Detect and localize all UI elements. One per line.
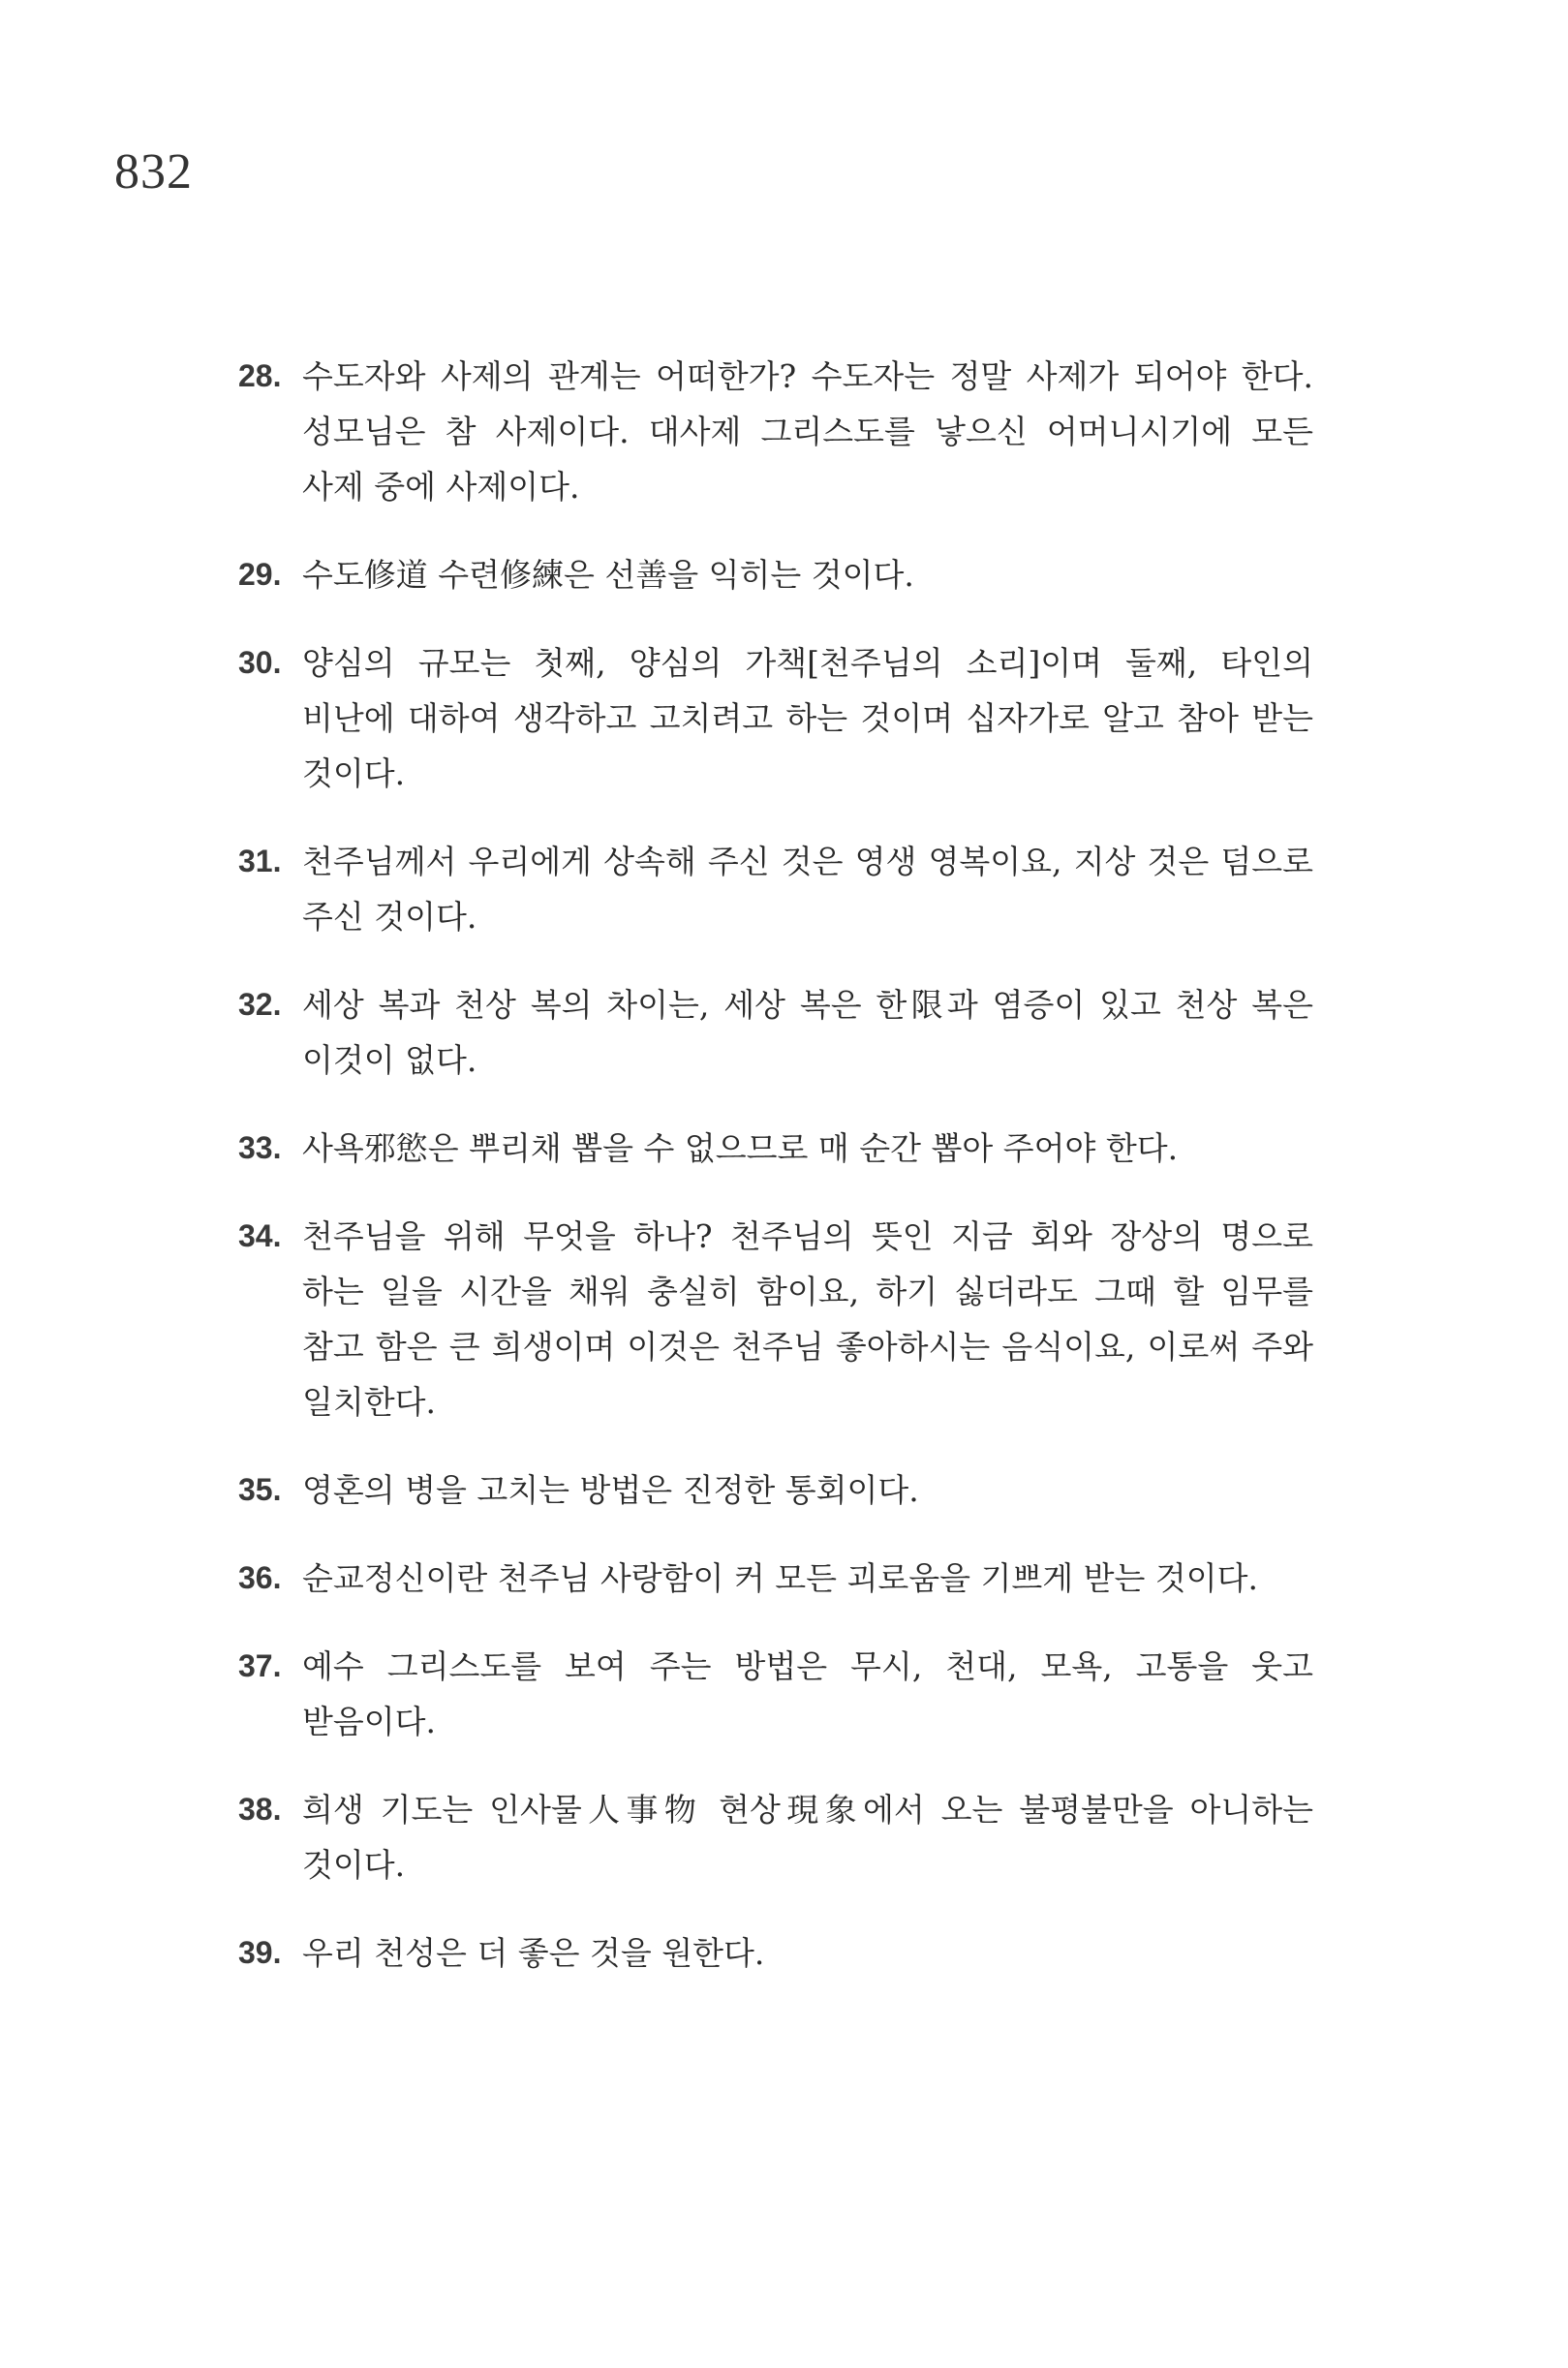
- list-item-38: [238, 1782, 1313, 1892]
- numbered-item-list: [238, 349, 1313, 2014]
- item-number: 29.: [238, 557, 282, 592]
- item-text: 천주님께서 우리에게 상속해 주신 것은 영생 영복이요, 지상 것은 덤으로 주신 것이다.: [302, 843, 1313, 936]
- item-text: 영혼의 병을 고치는 방법은 진정한 통회이다.: [302, 1471, 919, 1509]
- item-text: 양심의 규모는 첫째, 양심의 가책[천주님의 소리]이며 둘째, 타인의 비난에 대하여 생각하고 고치려고 하는 것이며 십자가로 알고 참아 받는 것이다.: [302, 644, 1313, 792]
- item-number: 33.: [238, 1130, 282, 1165]
- item-text: 사욕邪慾은 뿌리채 뽑을 수 없으므로 매 순간 뽑아 주어야 한다.: [302, 1129, 1179, 1167]
- item-text: 천주님을 위해 무엇을 하나? 천주님의 뜻인 지금 회와 장상의 명으로 하는 일을 시간을 채워 충실히 함이요, 하기 싫더라도 그때 할 임무를 참고 함은 큰 희생이며 이것은 천주님 좋아하시는 음식이요, 이로써 주와 일치한다.: [302, 1217, 1313, 1421]
- page-number: 832: [114, 144, 193, 200]
- list-item-32: [238, 977, 1313, 1088]
- item-number: 35.: [238, 1472, 282, 1507]
- item-number: 39.: [238, 1935, 282, 1970]
- list-item-28: [238, 349, 1313, 514]
- list-item-31: [238, 834, 1313, 944]
- item-number: 32.: [238, 987, 282, 1022]
- item-text: 우리 천성은 더 좋은 것을 원한다.: [302, 1934, 765, 1972]
- list-item-29: [238, 547, 1313, 602]
- item-text: 수도자와 사제의 관계는 어떠한가? 수도자는 정말 사제가 되어야 한다. 성모님은 참 사제이다. 대사제 그리스도를 낳으신 어머니시기에 모든 사제 중에 사제이다.: [302, 357, 1313, 506]
- item-number: 30.: [238, 645, 282, 680]
- item-text: 수도修道 수련修練은 선善을 익히는 것이다.: [302, 556, 914, 594]
- list-item-35: [238, 1462, 1313, 1518]
- list-item-37: [238, 1639, 1313, 1749]
- item-number: 34.: [238, 1218, 282, 1253]
- item-number: 28.: [238, 358, 282, 393]
- item-text: 세상 복과 천상 복의 차이는, 세상 복은 한限과 염증이 있고 천상 복은 이것이 없다.: [302, 986, 1313, 1079]
- item-number: 36.: [238, 1560, 282, 1595]
- list-item-34: [238, 1209, 1313, 1430]
- item-number: 38.: [238, 1792, 282, 1827]
- item-number: 31.: [238, 844, 282, 878]
- item-text: 희생 기도는 인사물人事物 현상現象에서 오는 불평불만을 아니하는 것이다.: [302, 1791, 1313, 1884]
- list-item-39: [238, 1925, 1313, 1981]
- item-text: 예수 그리스도를 보여 주는 방법은 무시, 천대, 모욕, 고통을 웃고 받음이다.: [302, 1647, 1313, 1740]
- item-number: 37.: [238, 1648, 282, 1683]
- item-text: 순교정신이란 천주님 사랑함이 커 모든 괴로움을 기쁘게 받는 것이다.: [302, 1559, 1258, 1597]
- list-item-36: [238, 1551, 1313, 1606]
- list-item-33: [238, 1121, 1313, 1176]
- list-item-30: [238, 635, 1313, 801]
